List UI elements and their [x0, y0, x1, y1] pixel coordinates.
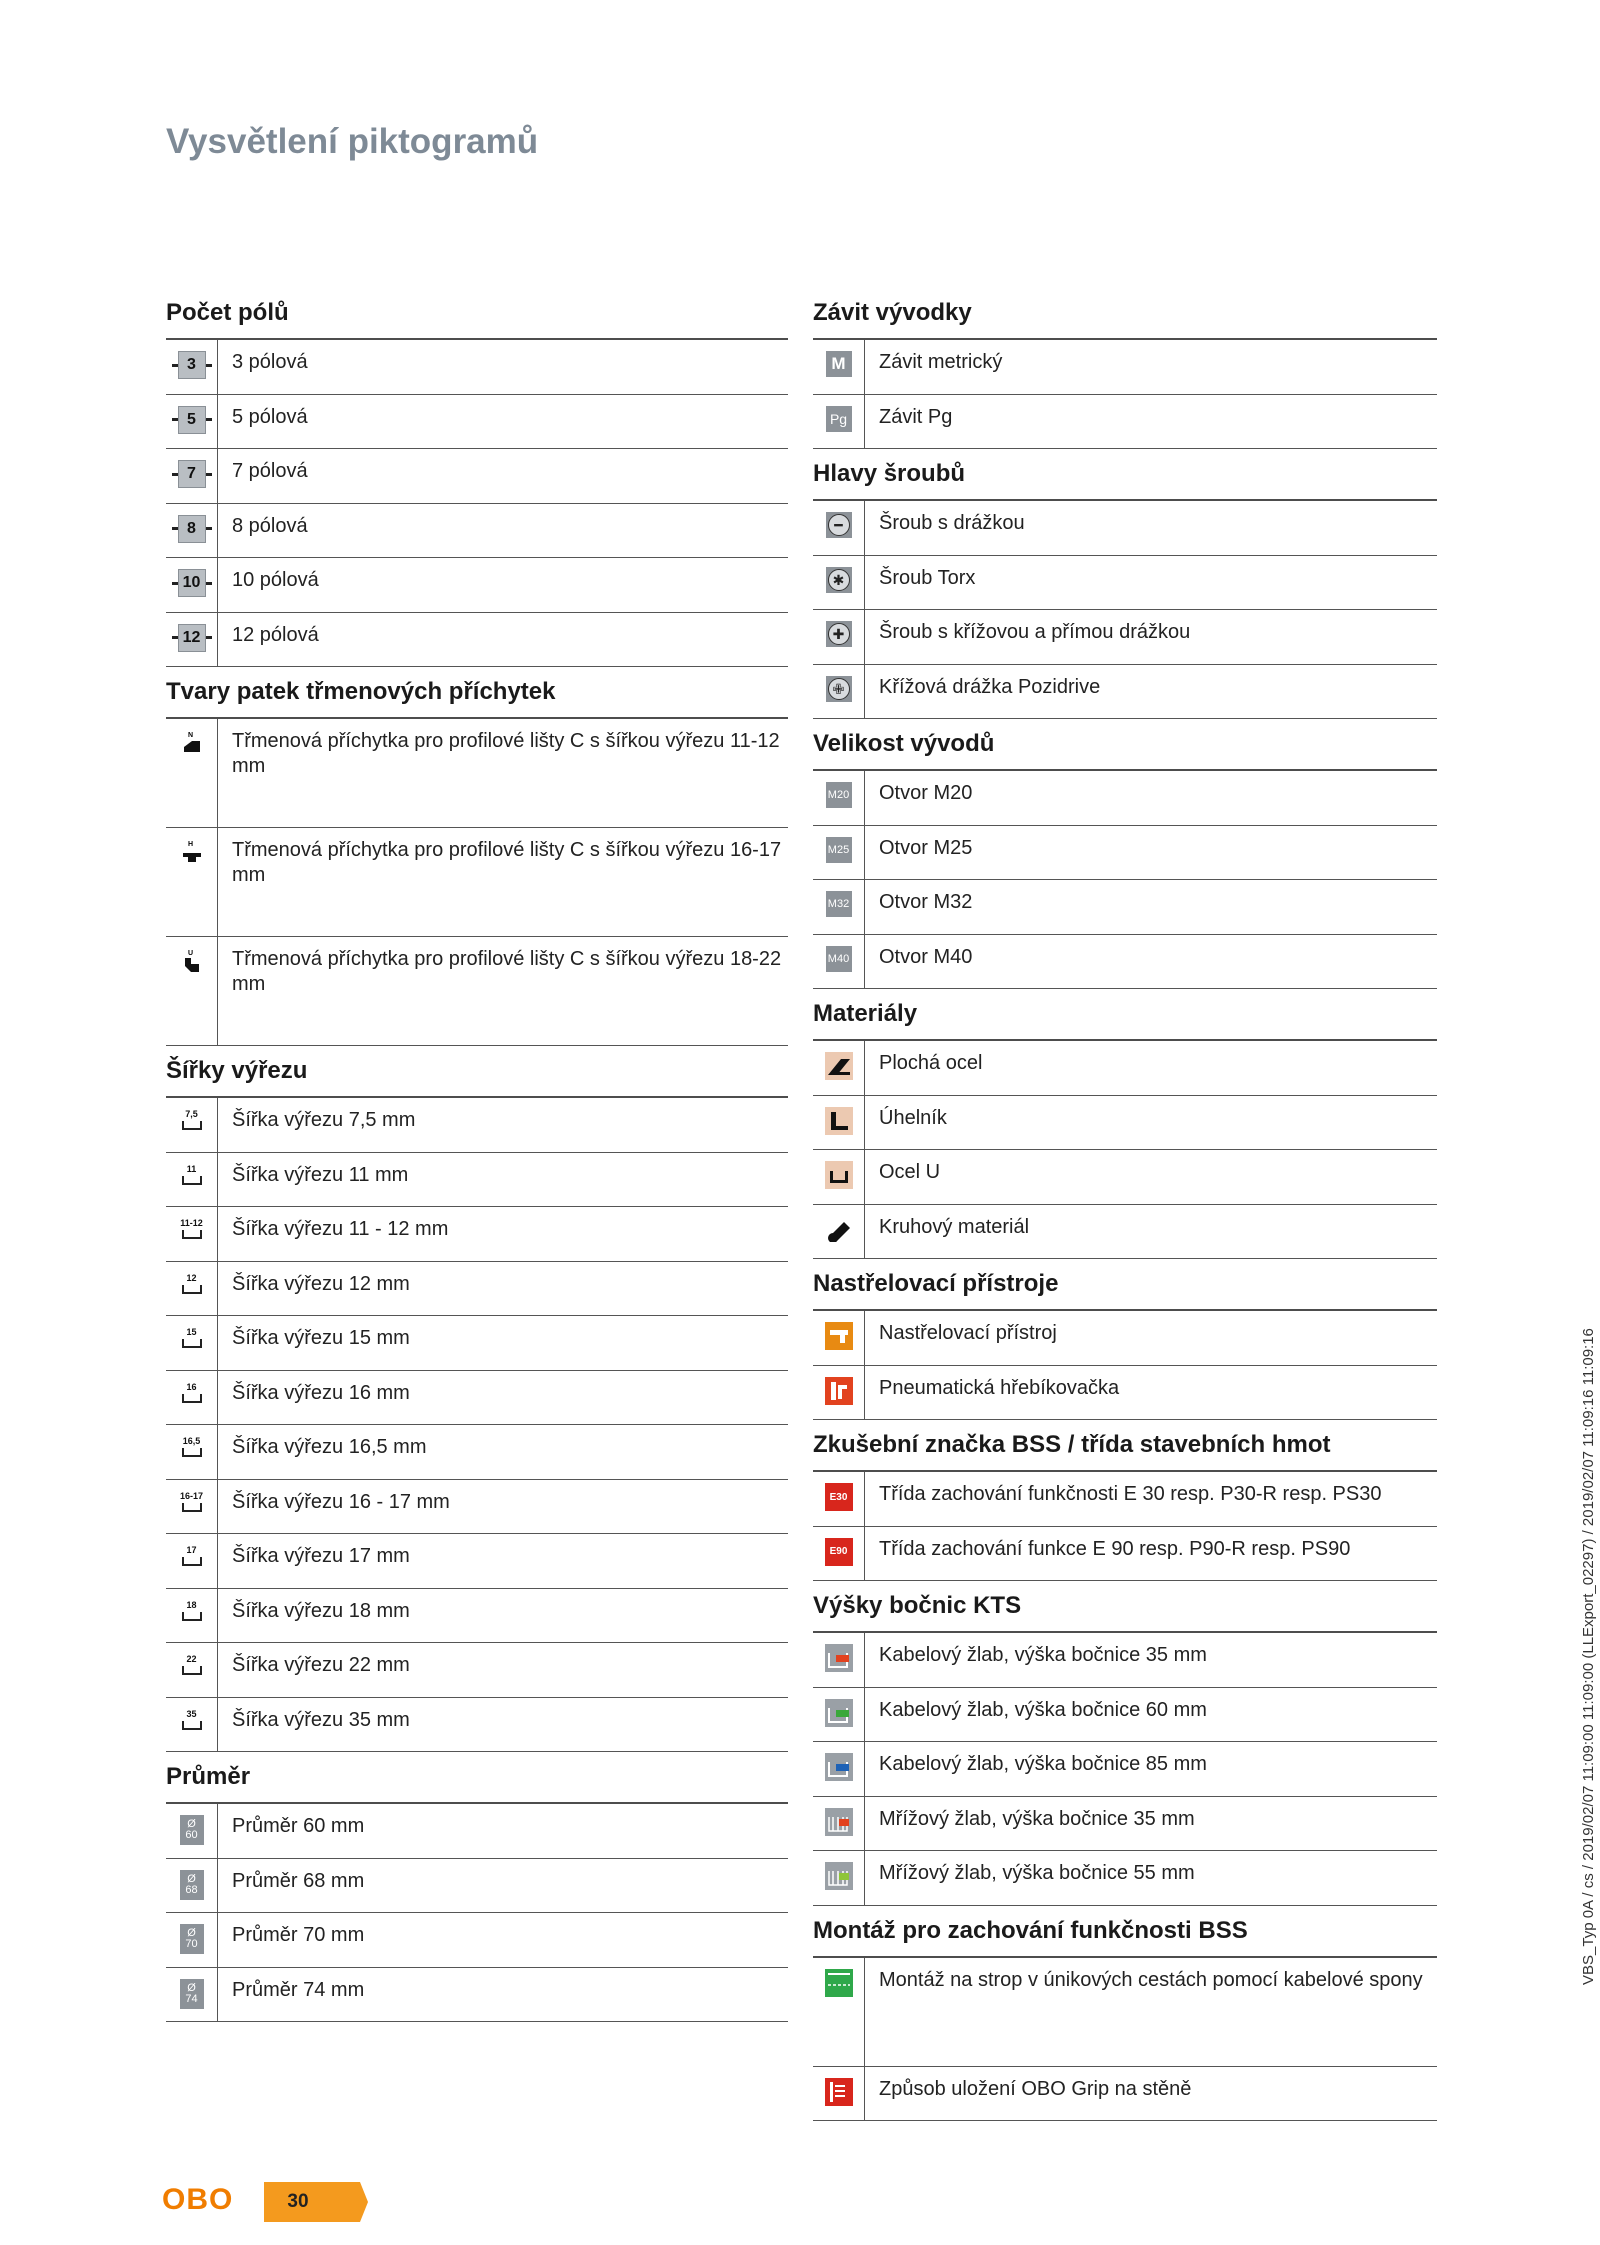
item-label: Průměr 74 mm — [232, 1978, 365, 2001]
pg-thread-icon: Pg — [826, 406, 852, 432]
right-column — [813, 288, 1437, 2121]
section-heading-diameters: Průměr — [166, 1752, 788, 1804]
clip-foot-u-icon — [179, 948, 205, 974]
list-item — [166, 1262, 788, 1317]
page-title: Vysvětlení piktogramů — [166, 122, 539, 161]
pole-count-icon: 3 — [172, 351, 212, 379]
list-item — [166, 1643, 788, 1698]
section-heading-threads: Závit vývodky — [813, 288, 1437, 340]
list-item — [813, 1205, 1437, 1260]
list-item — [166, 449, 788, 504]
list-item — [813, 935, 1437, 990]
item-label: Třmenová příchytka pro profilové lišty C s šířkou výřezu 11-12 mm — [232, 730, 780, 777]
item-label: Šířka výřezu 35 mm — [232, 1708, 410, 1731]
list-item — [166, 1371, 788, 1426]
list-item — [813, 610, 1437, 665]
item-label: Montáž na strop v únikových cestách pomocí kabelové spony — [879, 1968, 1423, 1991]
item-label: Způsob uložení OBO Grip na stěně — [879, 2077, 1192, 2100]
section-heading-tools: Nastřelovací přístroje — [813, 1259, 1437, 1311]
item-label: Šířka výřezu 11 - 12 mm — [232, 1218, 449, 1240]
diameter-icon: Ø 60 — [180, 1815, 204, 1845]
slot-width-icon: 11 — [179, 1164, 205, 1190]
list-item — [813, 880, 1437, 935]
obo-grip-wall-icon — [825, 2078, 853, 2106]
item-label: Kabelový žlab, výška bočnice 60 mm — [879, 1698, 1207, 1721]
list-item — [813, 1096, 1437, 1151]
item-label: Šroub Torx — [879, 566, 976, 589]
item-label: Průměr 68 mm — [232, 1869, 365, 1892]
cable-tray-60-icon — [825, 1699, 853, 1727]
pole-count-icon: 8 — [172, 515, 212, 543]
list-item — [813, 1797, 1437, 1852]
mesh-tray-55-icon — [825, 1862, 853, 1890]
section-heading-screws: Hlavy šroubů — [813, 449, 1437, 501]
list-item — [813, 1742, 1437, 1797]
item-label: 8 pólová — [232, 514, 308, 537]
item-label: Kabelový žlab, výška bočnice 35 mm — [879, 1644, 1207, 1666]
item-label: Třmenová příchytka pro profilové lišty C s šířkou výřezu 18-22 mm — [232, 948, 782, 995]
item-label: Mřížový žlab, výška bočnice 55 mm — [879, 1862, 1195, 1884]
item-label: Závit Pg — [879, 405, 953, 428]
item-label: Šířka výřezu 18 mm — [232, 1599, 410, 1622]
list-item — [813, 1366, 1437, 1421]
list-item — [166, 1316, 788, 1371]
list-item — [166, 1698, 788, 1753]
list-item — [166, 1804, 788, 1859]
item-label: Kabelový žlab, výška bočnice 85 mm — [879, 1753, 1207, 1775]
angle-steel-icon — [825, 1107, 853, 1135]
list-item — [166, 1859, 788, 1914]
list-item — [813, 1851, 1437, 1906]
pole-count-icon: 10 — [172, 569, 212, 597]
e90-badge-icon: E90 — [825, 1538, 853, 1566]
list-item — [813, 665, 1437, 720]
list-item — [166, 1913, 788, 1968]
item-label: Šířka výřezu 17 mm — [232, 1545, 410, 1567]
slot-width-icon: 17 — [179, 1545, 205, 1571]
item-label: Pneumatická hřebíkovačka — [879, 1376, 1120, 1399]
item-label: Šířka výřezu 7,5 mm — [232, 1109, 416, 1131]
torx-screw-icon: ✱ — [826, 567, 852, 593]
section-heading-widths: Šířky výřezu — [166, 1046, 788, 1098]
list-item — [166, 1425, 788, 1480]
section-heading-bss: Zkušební značka BSS / třída stavebních hmot — [813, 1420, 1437, 1472]
item-label: Otvor M32 — [879, 891, 973, 913]
list-item — [813, 1150, 1437, 1205]
item-label: Šířka výřezu 16 mm — [232, 1381, 410, 1404]
diameter-icon: Ø 74 — [180, 1979, 204, 2009]
cable-tray-35-icon — [825, 1644, 853, 1672]
combi-screw-icon: ✚ — [826, 621, 852, 647]
list-item — [166, 828, 788, 937]
diameter-icon: Ø 68 — [180, 1870, 204, 1900]
item-label: Úhelník — [879, 1106, 947, 1129]
section-heading-mounting: Montáž pro zachování funkčnosti BSS — [813, 1906, 1437, 1958]
item-label: Šroub s drážkou — [879, 512, 1025, 534]
clip-foot-h-icon — [179, 839, 205, 865]
left-column — [166, 288, 788, 2022]
pneumatic-nailer-icon — [825, 1377, 853, 1405]
item-label: Nastřelovací přístroj — [879, 1322, 1057, 1344]
list-item — [813, 1527, 1437, 1582]
pole-count-icon: 12 — [172, 624, 212, 652]
section-heading-outlets: Velikost vývodů — [813, 719, 1437, 771]
item-label: Průměr 60 mm — [232, 1815, 365, 1837]
side-print-info: VBS_Typ 0A / cs / 2019/02/07 11:09:00 11:09:00 (LLExport_02297) / 2019/02/07 11:09:16 11:09:16 — [1580, 1328, 1597, 1985]
list-item — [166, 340, 788, 395]
item-label: Křížová drážka Pozidrive — [879, 675, 1101, 698]
list-item — [813, 395, 1437, 450]
list-item — [166, 1968, 788, 2023]
slot-width-icon: 15 — [179, 1327, 205, 1353]
item-label: Šířka výřezu 15 mm — [232, 1327, 410, 1349]
item-label: 12 pólová — [232, 623, 319, 646]
nail-gun-icon — [825, 1322, 853, 1350]
list-item — [166, 1207, 788, 1262]
obo-logo: OBO — [162, 2183, 234, 2216]
slot-screw-icon: ━ — [826, 512, 852, 538]
list-item — [166, 1098, 788, 1153]
list-item — [166, 937, 788, 1046]
list-item — [166, 1153, 788, 1208]
item-label: Kruhový materiál — [879, 1215, 1030, 1238]
list-item — [813, 340, 1437, 395]
section-heading-kts: Výšky bočnic KTS — [813, 1581, 1437, 1633]
slot-width-icon: 16,5 — [179, 1436, 205, 1462]
item-label: Šířka výřezu 12 mm — [232, 1272, 410, 1295]
pozidrive-screw-icon: ✙ — [826, 676, 852, 702]
pole-count-icon: 7 — [172, 460, 212, 488]
cable-tray-85-icon — [825, 1753, 853, 1781]
item-label: Otvor M40 — [879, 945, 973, 968]
e30-badge-icon: E30 — [825, 1483, 853, 1511]
list-item — [166, 1534, 788, 1589]
list-item — [813, 1472, 1437, 1527]
list-item — [166, 395, 788, 450]
slot-width-icon: 16-17 — [179, 1491, 205, 1517]
item-label: Průměr 70 mm — [232, 1924, 365, 1946]
item-label: 7 pólová — [232, 460, 308, 482]
item-label: Mřížový žlab, výška bočnice 35 mm — [879, 1807, 1195, 1830]
item-label: 10 pólová — [232, 569, 319, 591]
slot-width-icon: 22 — [179, 1654, 205, 1680]
item-label: Třída zachování funkčnosti E 30 resp. P30-R resp. PS30 — [879, 1483, 1382, 1505]
slot-width-icon: 16 — [179, 1382, 205, 1408]
list-item — [813, 1041, 1437, 1096]
item-label: Šířka výřezu 16 - 17 mm — [232, 1490, 450, 1513]
outlet-size-icon: M20 — [826, 782, 852, 808]
outlet-size-icon: M25 — [826, 837, 852, 863]
list-item — [813, 1688, 1437, 1743]
list-item — [813, 1958, 1437, 2067]
list-item — [813, 1633, 1437, 1688]
item-label: Závit metrický — [879, 351, 1003, 373]
list-item — [166, 719, 788, 828]
list-item — [813, 1311, 1437, 1366]
list-item — [166, 1589, 788, 1644]
item-label: Otvor M25 — [879, 836, 973, 859]
item-label: Šířka výřezu 11 mm — [232, 1163, 409, 1186]
slot-width-icon: 12 — [179, 1273, 205, 1299]
ceiling-mount-icon — [825, 1969, 853, 1997]
section-heading-materials: Materiály — [813, 989, 1437, 1041]
list-item — [813, 771, 1437, 826]
item-label: Třída zachování funkce E 90 resp. P90-R resp. PS90 — [879, 1537, 1351, 1560]
list-item — [166, 613, 788, 668]
slot-width-icon: 7,5 — [179, 1109, 205, 1135]
list-item — [813, 501, 1437, 556]
slot-width-icon: 35 — [179, 1709, 205, 1735]
outlet-size-icon: M40 — [826, 946, 852, 972]
svg-text:H: H — [187, 841, 193, 848]
section-heading-poles: Počet pólů — [166, 288, 788, 340]
list-item — [813, 556, 1437, 611]
round-material-icon — [825, 1216, 853, 1244]
list-item — [813, 2067, 1437, 2122]
clip-foot-n-icon — [179, 730, 205, 756]
flat-steel-icon — [825, 1052, 853, 1080]
pole-count-icon: 5 — [172, 406, 212, 434]
list-item — [166, 504, 788, 559]
page-number: 30 — [287, 2191, 309, 2212]
svg-text:U: U — [187, 950, 193, 957]
item-label: Otvor M20 — [879, 782, 973, 804]
diameter-icon: Ø 70 — [180, 1924, 204, 1954]
item-label: Šířka výřezu 22 mm — [232, 1654, 410, 1676]
item-label: Šroub s křížovou a přímou drážkou — [879, 621, 1191, 643]
u-steel-icon — [825, 1161, 853, 1189]
mesh-tray-35-icon — [825, 1808, 853, 1836]
metric-thread-icon: M — [826, 351, 852, 377]
outlet-size-icon: M32 — [826, 891, 852, 917]
item-label: Ocel U — [879, 1161, 941, 1183]
section-heading-feet: Tvary patek třmenových příchytek — [166, 667, 788, 719]
list-item — [166, 1480, 788, 1535]
svg-text:N: N — [187, 732, 193, 739]
item-label: 5 pólová — [232, 405, 308, 428]
item-label: Třmenová příchytka pro profilové lišty C s šířkou výřezu 16-17 mm — [232, 839, 782, 886]
item-label: 3 pólová — [232, 351, 308, 373]
item-label: Plochá ocel — [879, 1052, 983, 1074]
slot-width-icon: 18 — [179, 1600, 205, 1626]
list-item — [813, 826, 1437, 881]
list-item — [166, 558, 788, 613]
item-label: Šířka výřezu 16,5 mm — [232, 1436, 427, 1458]
slot-width-icon: 11-12 — [179, 1218, 205, 1244]
